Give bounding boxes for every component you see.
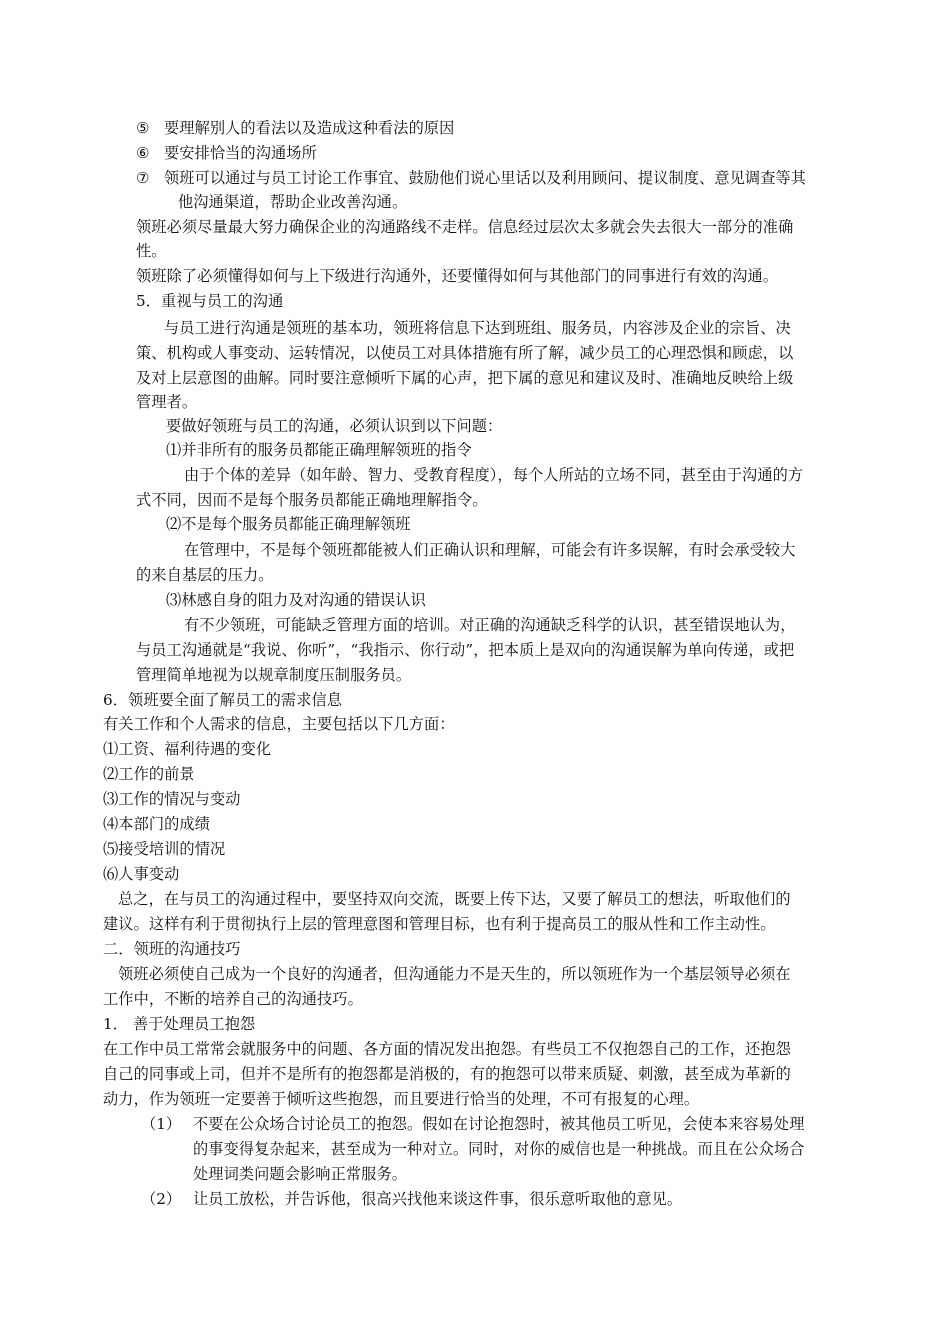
section6-item-2: ⑵工作的前景 bbox=[103, 765, 195, 783]
section5-lead: 要做好领班与员工的沟通，必须认识到以下问题： bbox=[166, 417, 503, 435]
part2-sub1-body-line1: 在工作中员工常常会就服务中的问题、各方面的情况发出抱怨。有些员工不仅抱怨自己的工作，还抱怨 bbox=[103, 1040, 791, 1058]
section5-intro-line3: 及对上层意图的曲解。同时要注意倾听下属的心声，把下属的意见和建议及时、准确地反映给上级 bbox=[136, 369, 794, 387]
para-route-line2: 性。 bbox=[136, 242, 167, 260]
list-item-1-line1: 不要在公众场合讨论员工的抱怨。假如在讨论抱怨时，被其他员工听见，会使本来容易处理 bbox=[193, 1115, 805, 1133]
section6-item-4: ⑷本部门的成绩 bbox=[103, 815, 211, 833]
section5-point1-title: ⑴并非所有的服务员都能正确理解领班的指令 bbox=[166, 441, 472, 459]
section5-point3-body-line2: 与员工沟通就是“我说、你听”，“我指示、你行动”，把本质上是双向的沟通误解为单向传递，或把 bbox=[136, 641, 795, 659]
section5-point3-body-line1: 有不少领班，可能缺乏管理方面的培训。对正确的沟通缺乏科学的认识，甚至错误地认为， bbox=[184, 616, 796, 634]
part2-intro-line1: 领班必须使自己成为一个良好的沟通者，但沟通能力不是天生的，所以领班作为一个基层领导必须在 bbox=[118, 965, 791, 983]
list-item-2-line1: 让员工放松，并告诉他，很高兴找他来谈这件事，很乐意听取他的意见。 bbox=[193, 1190, 683, 1208]
item-5-number: ⑤ bbox=[136, 119, 150, 137]
section6-item-3: ⑶工作的情况与变动 bbox=[103, 790, 241, 808]
item-7-text-line1: 领班可以通过与员工讨论工作事宜、鼓励他们说心里话以及利用顾问、提议制度、意见调查等其 bbox=[164, 169, 807, 187]
section5-point2-title: ⑵不是每个服务员都能正确理解领班 bbox=[166, 515, 411, 533]
part2-intro-line2: 工作中，不断的培养自己的沟通技巧。 bbox=[103, 990, 363, 1008]
section6-item-5: ⑸接受培训的情况 bbox=[103, 840, 226, 858]
item-6-text: 要安排恰当的沟通场所 bbox=[164, 144, 317, 162]
section6-summary-line1: 总之，在与员工的沟通过程中，要坚持双向交流，既要上传下达，又要了解员工的想法，听取他们的 bbox=[118, 890, 791, 908]
section5-point1-body-line2: 式不同，因而不是每个服务员都能正确地理解指令。 bbox=[136, 491, 488, 509]
section6-heading: 6．领班要全面了解员工的需求信息 bbox=[103, 691, 343, 709]
section5-point1-body-line1: 由于个体的差异（如年龄、智力、受教育程度），每个人所站的立场不同，甚至由于沟通的方 bbox=[184, 466, 804, 484]
section5-point3-body-line3: 管理简单地视为以规章制度压制服务员。 bbox=[136, 666, 412, 684]
list-item-1-line2: 的事变得复杂起来，甚至成为一种对立。同时，对你的威信也是一种挑战。而且在公众场合 bbox=[193, 1140, 805, 1158]
section6-summary-line2: 建议。这样有利于贯彻执行上层的管理意图和管理目标，也有利于提高员工的服从性和工作主动性。 bbox=[103, 915, 776, 933]
para-peer: 领班除了必须懂得如何与上下级进行沟通外，还要懂得如何与其他部门的同事进行有效的沟通。 bbox=[136, 267, 779, 285]
part2-sub1-heading: 1． 善于处理员工抱怨 bbox=[103, 1015, 256, 1033]
part2-sub1-body-line2: 自己的同事或上司，但并不是所有的抱怨都是消极的，有的抱怨可以带来质疑、刺激，甚至成为革新的 bbox=[103, 1065, 791, 1083]
item-7-number: ⑦ bbox=[136, 169, 150, 187]
list-item-2-number: （2） bbox=[141, 1190, 182, 1208]
section5-point3-title: ⑶林感自身的阻力及对沟通的错误认识 bbox=[166, 591, 426, 609]
part2-sub1-body-line3: 动力，作为领班一定要善于倾听这些抱怨，而且要进行恰当的处理，不可有报复的心理。 bbox=[103, 1090, 700, 1108]
section5-intro-line2: 策、机构或人事变动、运转情况，以使员工对具体措施有所了解，减少员工的心理恐惧和顾虑，以 bbox=[136, 344, 794, 362]
section6-item-1: ⑴工资、福利待遇的变化 bbox=[103, 740, 272, 758]
section5-intro-line1: 与员工进行沟通是领班的基本功，领班将信息下达到班组、服务员，内容涉及企业的宗旨、决 bbox=[164, 319, 791, 337]
section5-point2-body-line1: 在管理中，不是每个领班都能被人们正确认识和理解，可能会有许多误解，有时会承受较大 bbox=[184, 541, 796, 559]
section6-item-6: ⑹人事变动 bbox=[103, 865, 180, 883]
item-7-text-line2: 他沟通渠道，帮助企业改善沟通。 bbox=[178, 193, 408, 211]
list-item-1-number: （1） bbox=[141, 1115, 182, 1133]
section6-intro: 有关工作和个人需求的信息，主要包括以下几方面： bbox=[103, 715, 455, 733]
item-6-number: ⑥ bbox=[136, 144, 150, 162]
item-5-text: 要理解别人的看法以及造成这种看法的原因 bbox=[164, 119, 455, 137]
section5-heading: 5．重视与员工的沟通 bbox=[136, 292, 284, 310]
part2-heading: 二．领班的沟通技巧 bbox=[103, 940, 241, 958]
section5-point2-body-line2: 的来自基层的压力。 bbox=[136, 566, 274, 584]
list-item-1-line3: 处理词类问题会影响正常服务。 bbox=[193, 1165, 408, 1183]
para-route-line1: 领班必须尽量最大努力确保企业的沟通路线不走样。信息经过层次太多就会失去很大一部分的准确 bbox=[136, 218, 794, 236]
section5-intro-line4: 管理者。 bbox=[136, 393, 198, 411]
